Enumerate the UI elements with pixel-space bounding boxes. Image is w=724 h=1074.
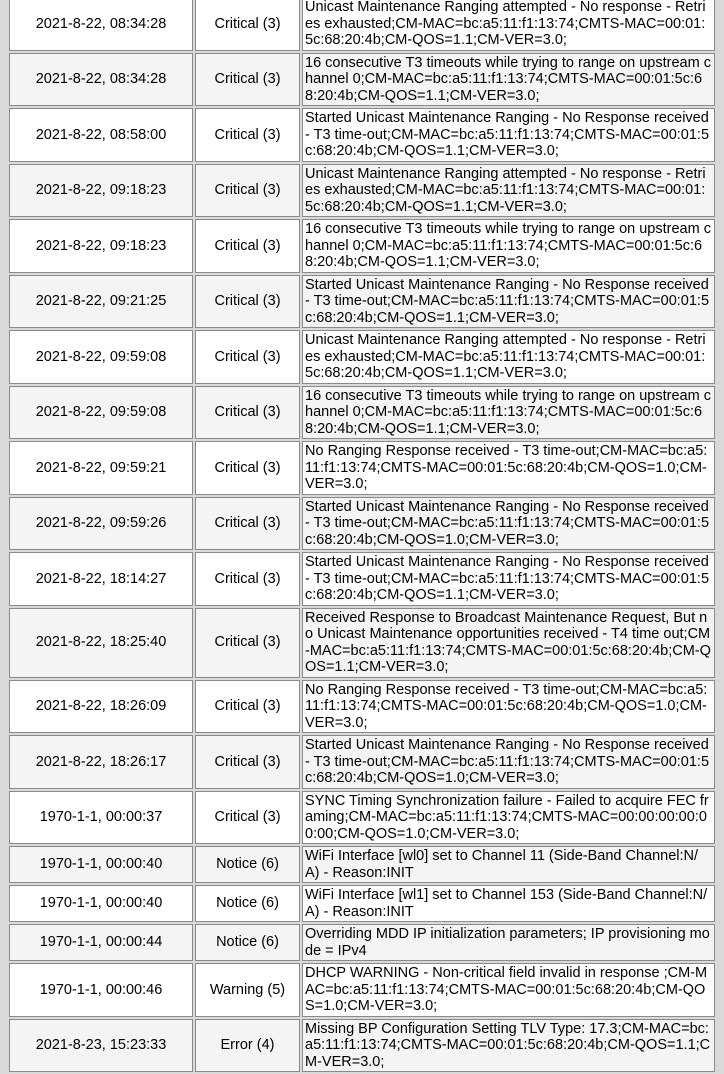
table-row [9,924,715,961]
table-row [9,275,715,329]
priority-cell: Notice (6) [195,846,300,883]
description-cell: SYNC Timing Synchronization failure - Failed to acquire FEC framing;CM-MAC=bc:a5:11:f1:13:74;CMTS-MAC=00:00:00:00:00:00;CM-QOS=1.0;CM-VER=3.0; [302,791,715,845]
description-cell: Missing BP Configuration Setting TLV Type: 17.3;CM-MAC=bc:a5:11:f1:13:74;CMTS-MAC=00:01:5c:68:20:4b;CM-QOS=1.1;CM-VER=3.0; [302,1019,715,1073]
description-cell: Unicast Maintenance Ranging attempted - No response - Retries exhausted;CM-MAC=bc:a5:11:f1:13:74;CMTS-MAC=00:01:5c:68:20:4b;CM-QOS=1.1;CM-VER=3.0; [302,330,715,384]
time-cell: 2021-8-22, 09:21:25 [9,275,193,329]
table-row [9,680,715,734]
table-row [9,885,715,922]
priority-cell: Notice (6) [195,924,300,961]
time-cell: 2021-8-22, 09:59:08 [9,386,193,440]
priority-cell: Critical (3) [195,53,300,107]
description-cell: No Ranging Response received - T3 time-out;CM-MAC=bc:a5:11:f1:13:74;CMTS-MAC=00:01:5c:68:20:4b;CM-QOS=1.0;CM-VER=3.0; [302,441,715,495]
description-cell: Started Unicast Maintenance Ranging - No Response received - T3 time-out;CM-MAC=bc:a5:11:f1:13:74;CMTS-MAC=00:01:5c:68:20:4b;CM-QOS=1.0;CM-VER=3.0; [302,735,715,789]
time-cell: 2021-8-22, 09:59:08 [9,330,193,384]
event-log-body [9,0,715,1072]
time-cell: 1970-1-1, 00:00:40 [9,846,193,883]
time-cell: 2021-8-22, 18:26:17 [9,735,193,789]
priority-cell: Critical (3) [195,608,300,678]
table-row [9,497,715,551]
table-row [9,552,715,606]
time-cell: 2021-8-22, 18:14:27 [9,552,193,606]
table-row [9,735,715,789]
table-row [9,219,715,273]
time-cell: 2021-8-22, 08:34:28 [9,53,193,107]
event-log-panel [7,0,717,1074]
priority-cell: Critical (3) [195,330,300,384]
description-cell: 16 consecutive T3 timeouts while trying to range on upstream channel 0;CM-MAC=bc:a5:11:f1:13:74;CMTS-MAC=00:01:5c:68:20:4b;CM-QOS=1.1;CM-VER=3.0; [302,53,715,107]
priority-cell: Critical (3) [195,275,300,329]
time-cell: 1970-1-1, 00:00:46 [9,963,193,1017]
time-cell: 1970-1-1, 00:00:44 [9,924,193,961]
priority-cell: Warning (5) [195,963,300,1017]
time-cell: 2021-8-23, 15:23:33 [9,1019,193,1073]
description-cell: Overriding MDD IP initialization parameters; IP provisioning mode = IPv4 [302,924,715,961]
priority-cell: Notice (6) [195,885,300,922]
time-cell: 2021-8-22, 18:25:40 [9,608,193,678]
description-cell: Started Unicast Maintenance Ranging - No Response received - T3 time-out;CM-MAC=bc:a5:11:f1:13:74;CMTS-MAC=00:01:5c:68:20:4b;CM-QOS=1.1;CM-VER=3.0; [302,552,715,606]
description-cell: Started Unicast Maintenance Ranging - No Response received - T3 time-out;CM-MAC=bc:a5:11:f1:13:74;CMTS-MAC=00:01:5c:68:20:4b;CM-QOS=1.1;CM-VER=3.0; [302,108,715,162]
table-row [9,1019,715,1073]
table-row [9,441,715,495]
table-row [9,53,715,107]
table-row [9,963,715,1017]
time-cell: 2021-8-22, 08:58:00 [9,108,193,162]
table-row [9,791,715,845]
priority-cell: Critical (3) [195,164,300,218]
priority-cell: Critical (3) [195,0,300,51]
description-cell: Started Unicast Maintenance Ranging - No Response received - T3 time-out;CM-MAC=bc:a5:11:f1:13:74;CMTS-MAC=00:01:5c:68:20:4b;CM-QOS=1.0;CM-VER=3.0; [302,497,715,551]
table-row [9,330,715,384]
description-cell: 16 consecutive T3 timeouts while trying to range on upstream channel 0;CM-MAC=bc:a5:11:f1:13:74;CMTS-MAC=00:01:5c:68:20:4b;CM-QOS=1.1;CM-VER=3.0; [302,219,715,273]
priority-cell: Critical (3) [195,441,300,495]
description-cell: No Ranging Response received - T3 time-out;CM-MAC=bc:a5:11:f1:13:74;CMTS-MAC=00:01:5c:68:20:4b;CM-QOS=1.0;CM-VER=3.0; [302,680,715,734]
time-cell: 2021-8-22, 09:18:23 [9,219,193,273]
event-log-table [7,0,717,1074]
time-cell: 1970-1-1, 00:00:37 [9,791,193,845]
description-cell: WiFi Interface [wl0] set to Channel 11 (Side-Band Channel:N/A) - Reason:INIT [302,846,715,883]
priority-cell: Critical (3) [195,735,300,789]
description-cell: Unicast Maintenance Ranging attempted - No response - Retries exhausted;CM-MAC=bc:a5:11:f1:13:74;CMTS-MAC=00:01:5c:68:20:4b;CM-QOS=1.1;CM-VER=3.0; [302,0,715,51]
table-row [9,0,715,51]
priority-cell: Critical (3) [195,791,300,845]
priority-cell: Critical (3) [195,386,300,440]
priority-cell: Critical (3) [195,219,300,273]
time-cell: 2021-8-22, 09:59:26 [9,497,193,551]
time-cell: 2021-8-22, 09:18:23 [9,164,193,218]
time-cell: 1970-1-1, 00:00:40 [9,885,193,922]
table-row [9,608,715,678]
description-cell: DHCP WARNING - Non-critical field invalid in response ;CM-MAC=bc:a5:11:f1:13:74;CMTS-MAC=00:01:5c:68:20:4b;CM-QOS=1.0;CM-VER=3.0; [302,963,715,1017]
priority-cell: Error (4) [195,1019,300,1073]
description-cell: 16 consecutive T3 timeouts while trying to range on upstream channel 0;CM-MAC=bc:a5:11:f1:13:74;CMTS-MAC=00:01:5c:68:20:4b;CM-QOS=1.1;CM-VER=3.0; [302,386,715,440]
description-cell: WiFi Interface [wl1] set to Channel 153 (Side-Band Channel:N/A) - Reason:INIT [302,885,715,922]
time-cell: 2021-8-22, 08:34:28 [9,0,193,51]
table-row [9,108,715,162]
table-row [9,164,715,218]
priority-cell: Critical (3) [195,552,300,606]
priority-cell: Critical (3) [195,680,300,734]
description-cell: Started Unicast Maintenance Ranging - No Response received - T3 time-out;CM-MAC=bc:a5:11:f1:13:74;CMTS-MAC=00:01:5c:68:20:4b;CM-QOS=1.1;CM-VER=3.0; [302,275,715,329]
table-row [9,846,715,883]
time-cell: 2021-8-22, 18:26:09 [9,680,193,734]
priority-cell: Critical (3) [195,108,300,162]
time-cell: 2021-8-22, 09:59:21 [9,441,193,495]
description-cell: Unicast Maintenance Ranging attempted - No response - Retries exhausted;CM-MAC=bc:a5:11:f1:13:74;CMTS-MAC=00:01:5c:68:20:4b;CM-QOS=1.1;CM-VER=3.0; [302,164,715,218]
table-row [9,386,715,440]
priority-cell: Critical (3) [195,497,300,551]
description-cell: Received Response to Broadcast Maintenance Request, But no Unicast Maintenance opportunities received - T4 time out;CM-MAC=bc:a5:11:f1:13:74;CMTS-MAC=00:01:5c:68:20:4b;CM-QOS=1.1;CM-VER=3.0; [302,608,715,678]
